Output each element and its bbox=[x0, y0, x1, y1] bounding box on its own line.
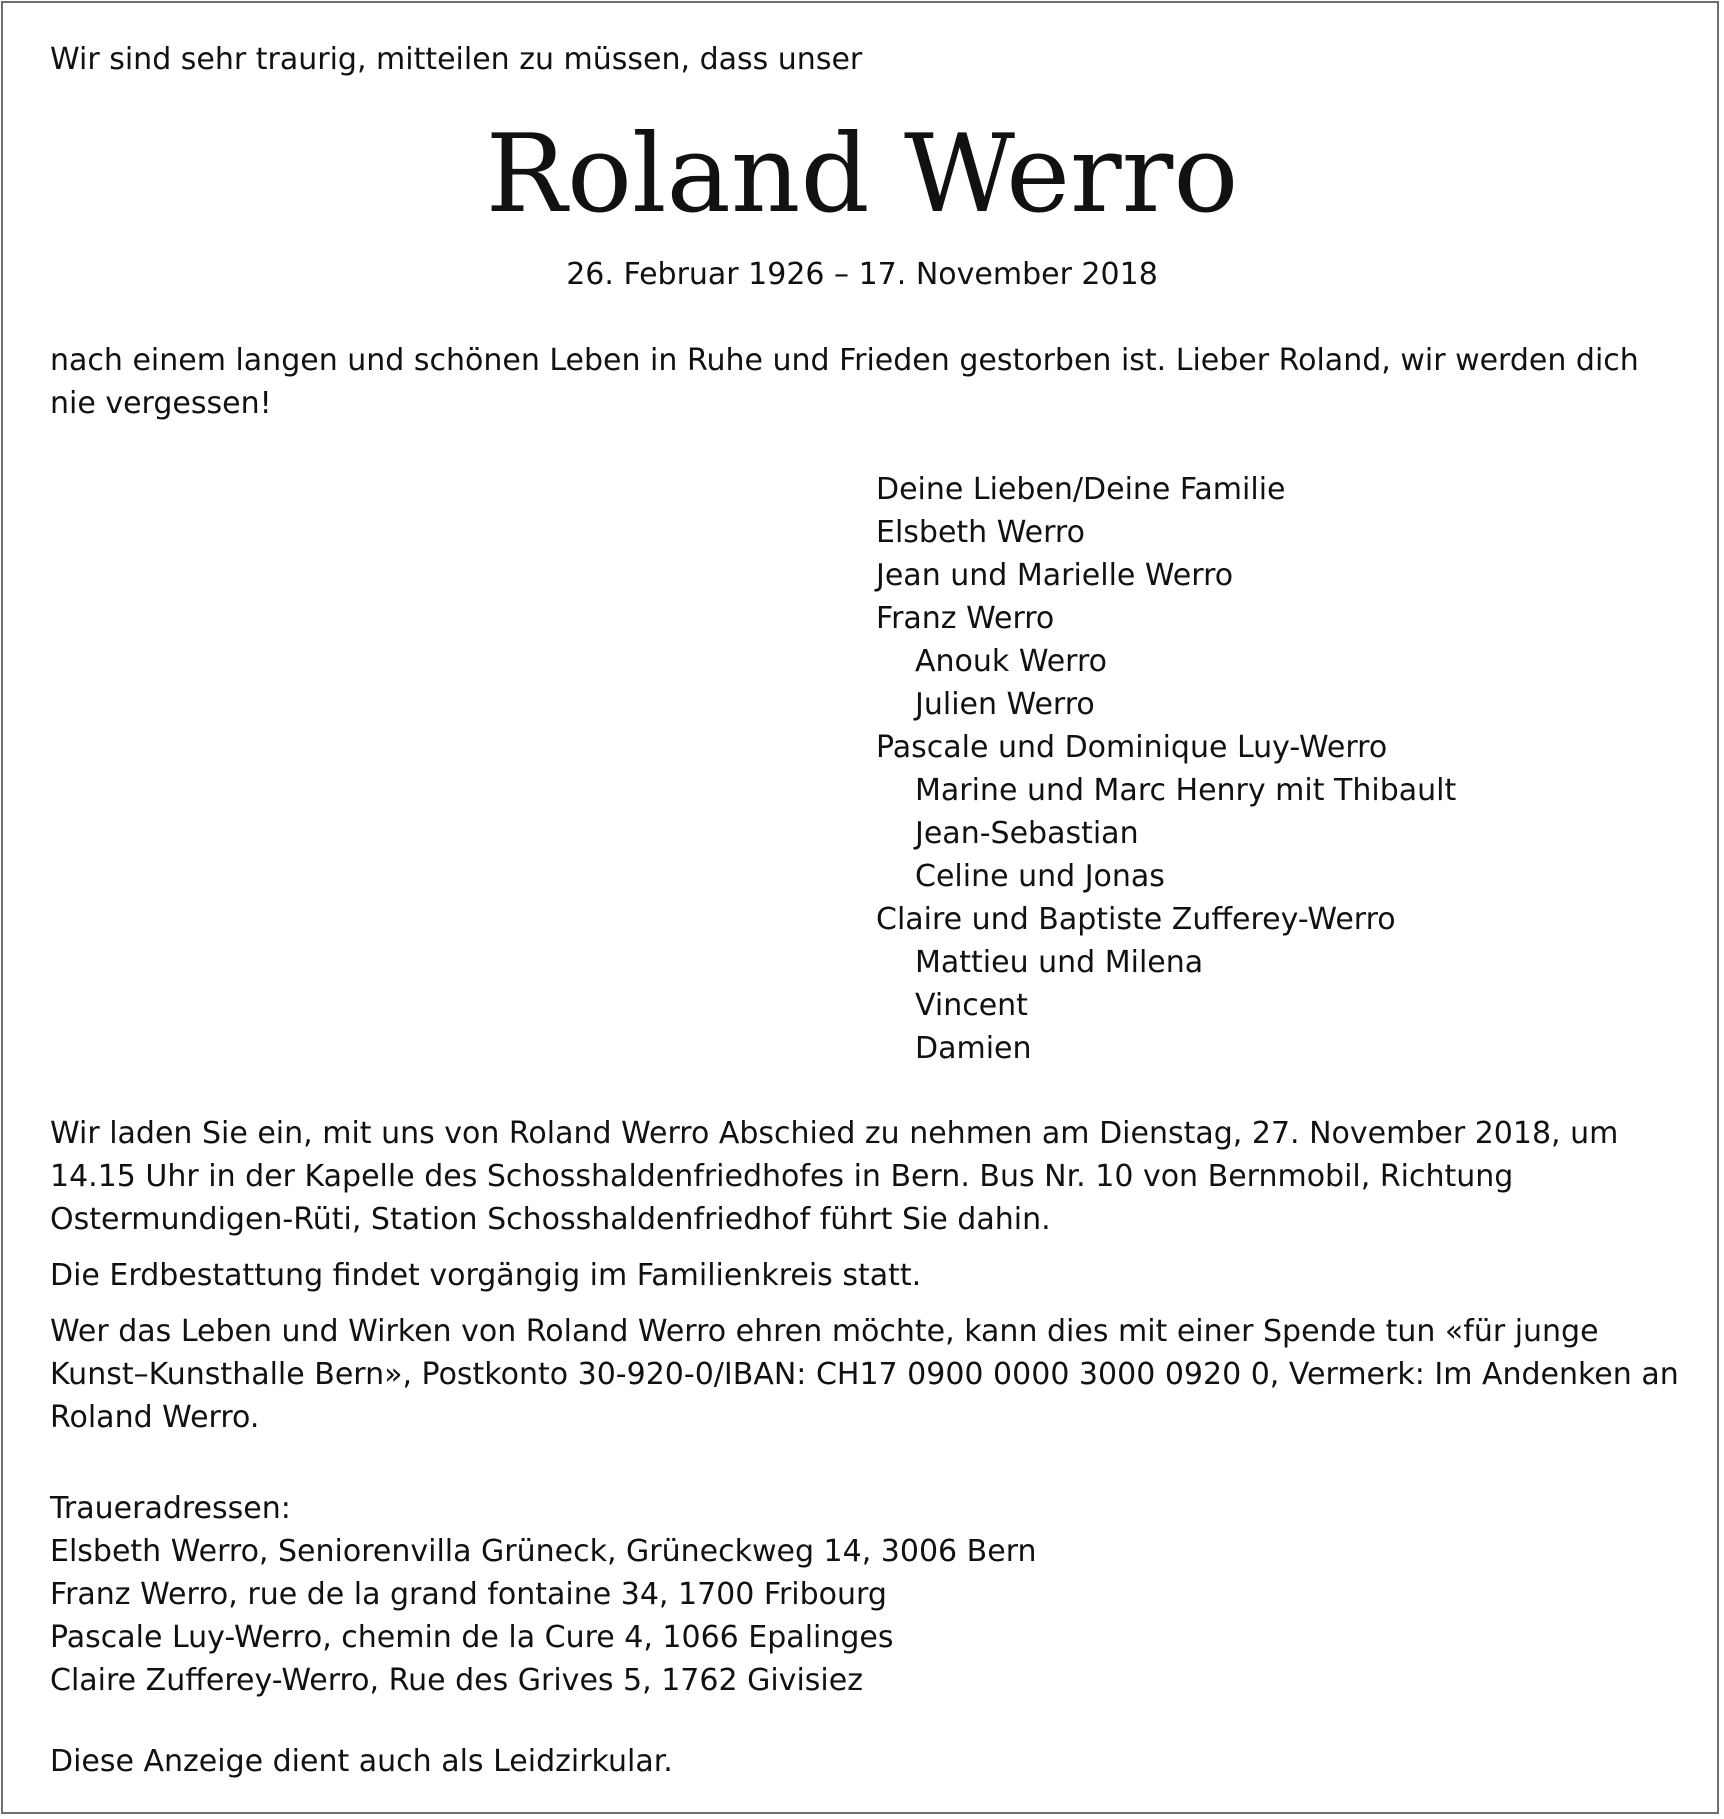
donation-text: Wer das Leben und Wirken von Roland Werro ehren möchte, kann dies mit einer Spende tun «für junge Kunst–Kunsthalle Bern», Postkonto 30-920-0/IBAN: CH17 0900 0000 3000 0920 0, Vermerk: Im Andenken an Roland Werro. bbox=[50, 1314, 1679, 1435]
family-member: Pascale und Dominique Luy-Werro bbox=[876, 730, 1388, 765]
deceased-name: Roland Werro bbox=[485, 112, 1239, 237]
addresses-heading: Traueradressen: bbox=[50, 1491, 291, 1526]
address-line: Franz Werro, rue de la grand fontaine 34, 1700 Fribourg bbox=[50, 1577, 887, 1612]
address-line: Elsbeth Werro, Seniorenvilla Grüneck, Grüneckweg 14, 3006 Bern bbox=[50, 1534, 1037, 1569]
burial-text: Die Erdbestattung findet vorgängig im Familienkreis statt. bbox=[50, 1258, 922, 1293]
family-member: Julien Werro bbox=[915, 687, 1095, 722]
family-member: Deine Lieben/Deine Familie bbox=[876, 472, 1286, 507]
message-text: nach einem langen und schönen Leben in Ruhe und Frieden gestorben ist. Lieber Roland, wir werden dich nie vergessen! bbox=[50, 343, 1639, 421]
life-dates: 26. Februar 1926 – 17. November 2018 bbox=[566, 257, 1158, 292]
family-member: Claire und Baptiste Zufferey-Werro bbox=[876, 902, 1396, 937]
family-member: Mattieu und Milena bbox=[915, 945, 1204, 980]
family-member: Celine und Jonas bbox=[915, 859, 1165, 894]
ceremony-text: Wir laden Sie ein, mit uns von Roland Werro Abschied zu nehmen am Dienstag, 27. November 2018, um 14.15 Uhr in der Kapelle des Schosshaldenfriedhofes in Bern. Bus Nr. 10 von Bernmobil, Richtung Ostermundigen-Rüti, Station Schosshaldenfriedhof führt Sie dahin. bbox=[50, 1116, 1619, 1237]
family-member: Vincent bbox=[915, 988, 1028, 1023]
mourning-addresses bbox=[50, 1487, 1037, 1702]
address-line: Claire Zufferey-Werro, Rue des Grives 5, 1762 Givisiez bbox=[50, 1663, 863, 1698]
family-member: Anouk Werro bbox=[915, 644, 1108, 679]
family-member: Franz Werro bbox=[876, 601, 1055, 636]
intro-text: Wir sind sehr traurig, mitteilen zu müssen, dass unser bbox=[50, 42, 863, 77]
family-member: Jean und Marielle Werro bbox=[876, 558, 1234, 593]
family-list bbox=[876, 468, 1456, 1070]
family-member: Jean-Sebastian bbox=[915, 816, 1139, 851]
family-member: Marine und Marc Henry mit Thibault bbox=[915, 773, 1457, 808]
address-line: Pascale Luy-Werro, chemin de la Cure 4, 1066 Epalinges bbox=[50, 1620, 894, 1655]
family-member: Elsbeth Werro bbox=[876, 515, 1085, 550]
family-member: Damien bbox=[915, 1031, 1032, 1066]
footer-note: Diese Anzeige dient auch als Leidzirkular. bbox=[50, 1744, 673, 1779]
